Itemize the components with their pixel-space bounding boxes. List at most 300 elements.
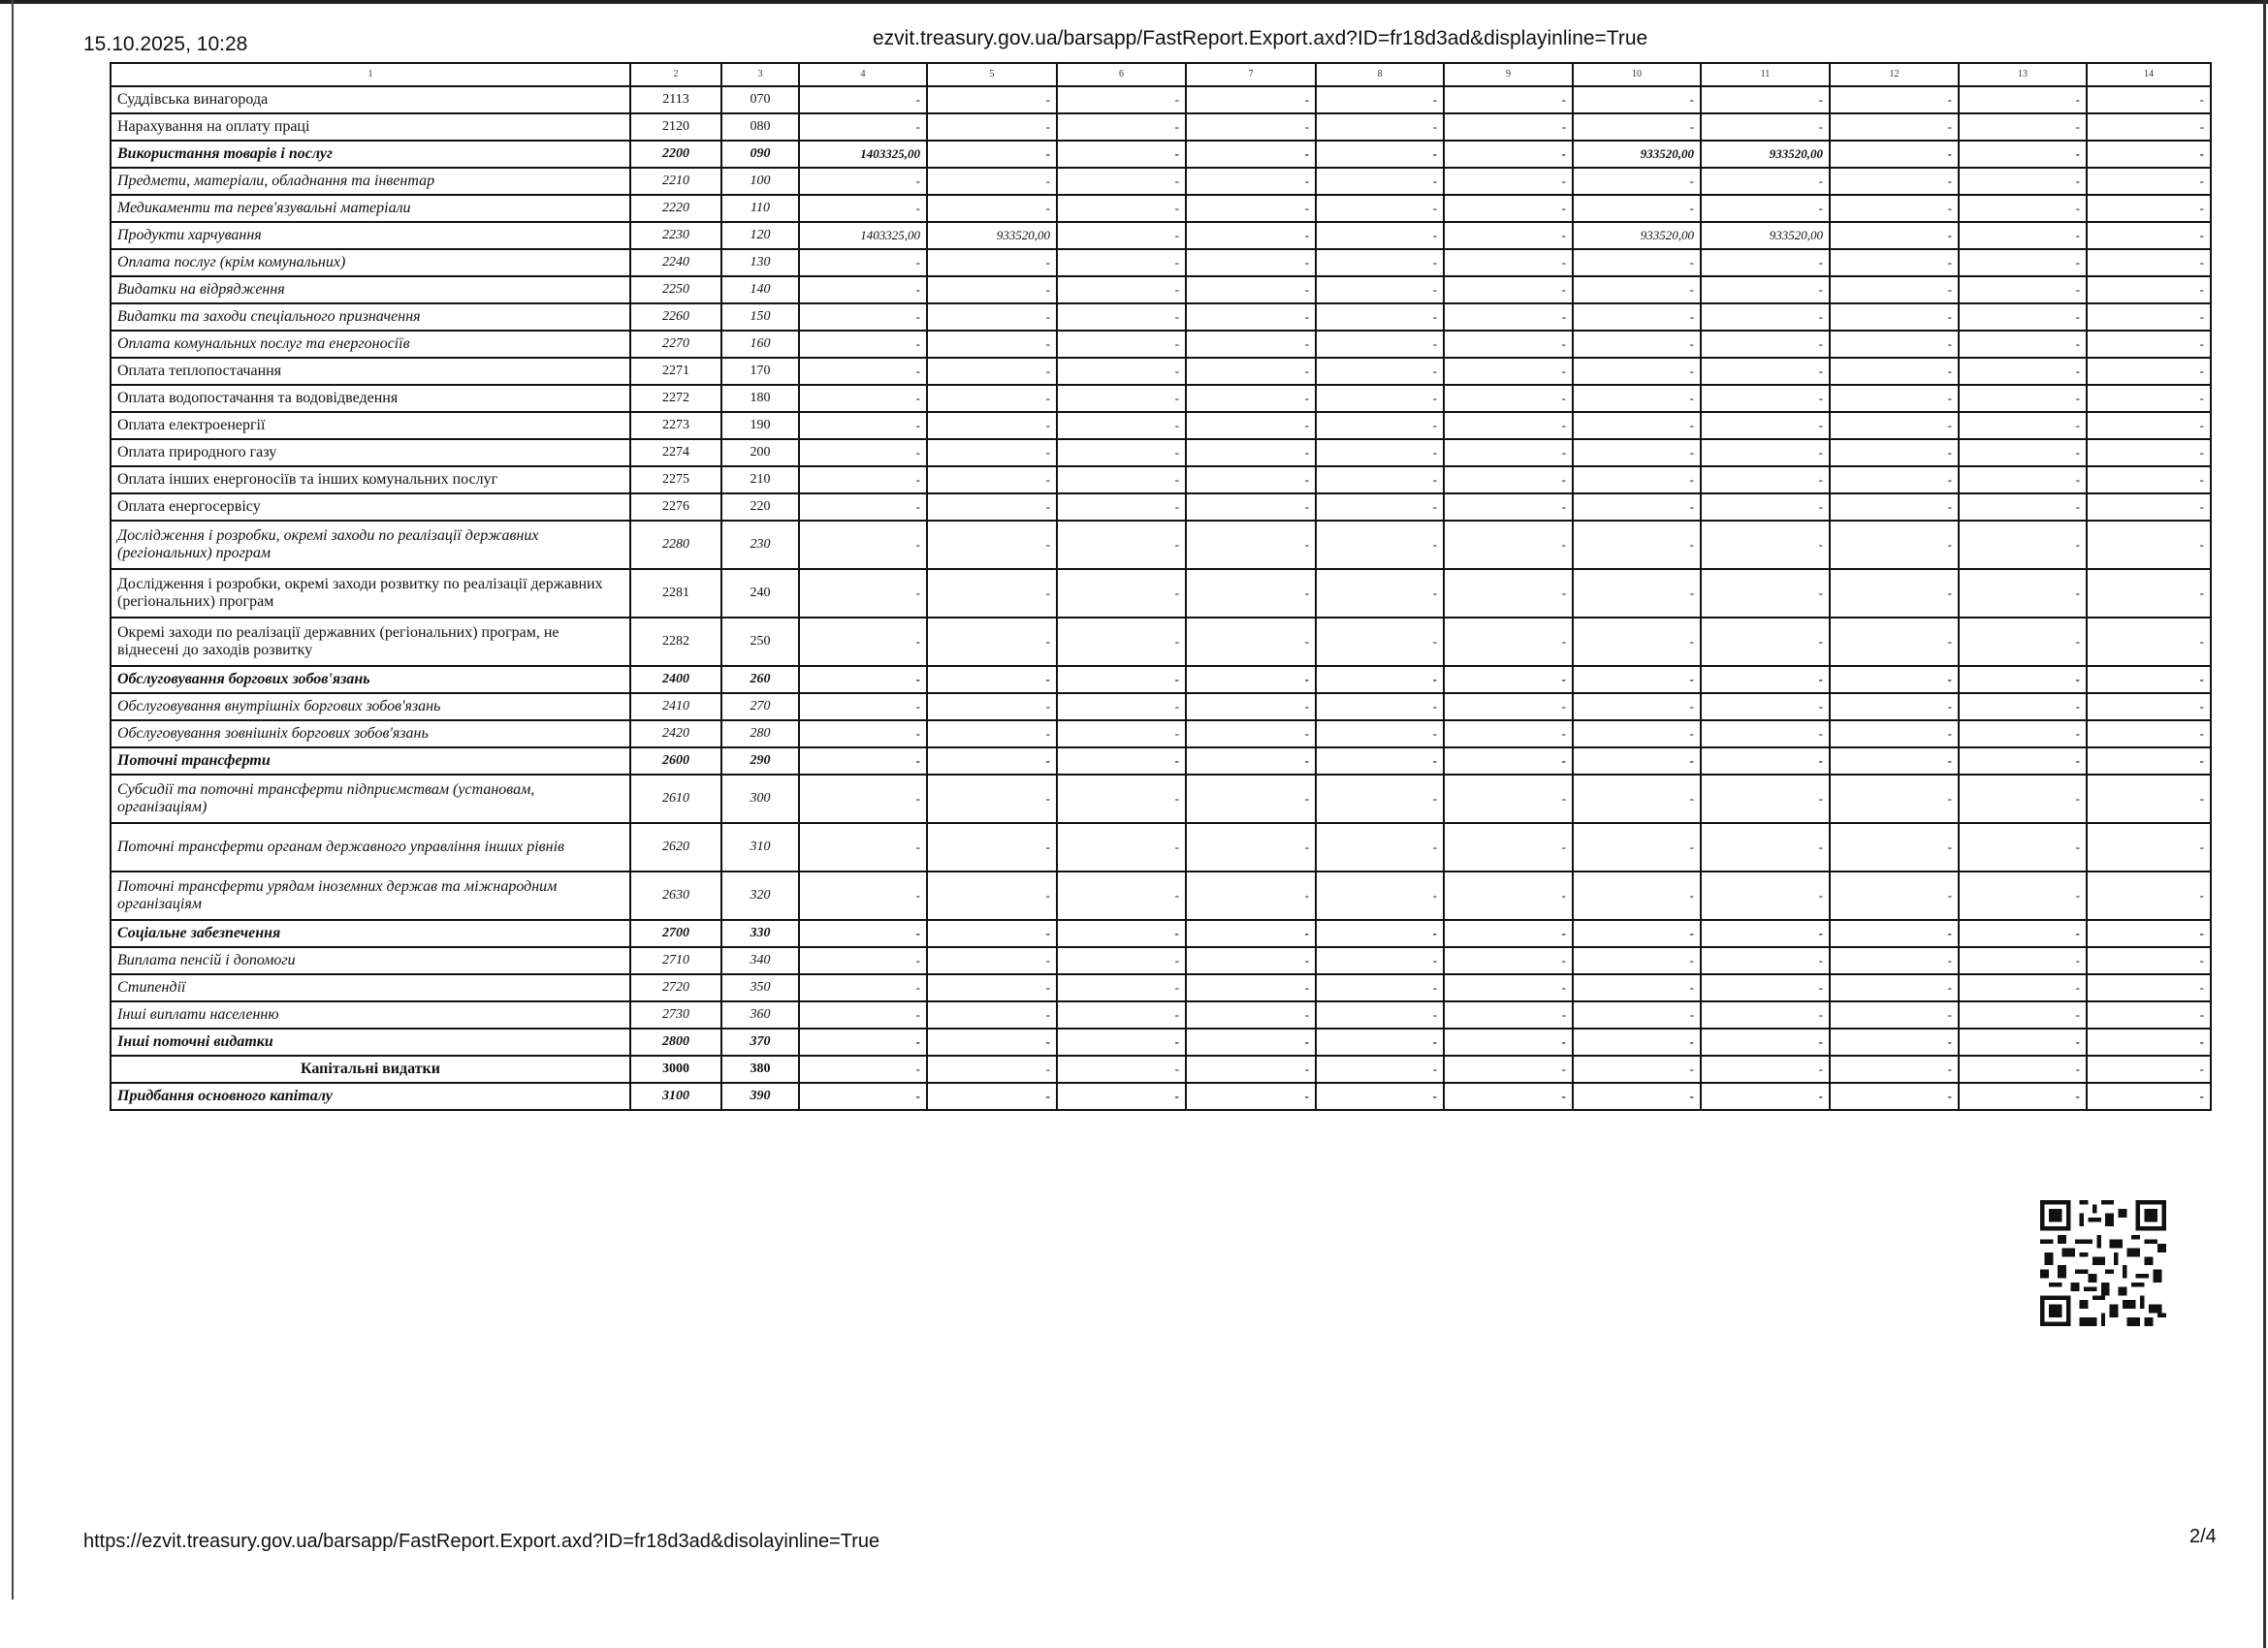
value-cell: -: [1057, 141, 1186, 168]
value-cell: -: [927, 141, 1057, 168]
value-cell: -: [1573, 86, 1701, 113]
value-cell: -: [2087, 720, 2211, 747]
kekv-code-cell: 2410: [630, 693, 721, 720]
value-cell: -: [1701, 974, 1830, 1001]
value-cell: -: [1573, 1056, 1701, 1083]
value-cell: -: [1573, 331, 1701, 358]
row-name-cell: Оплата інших енергоносіїв та інших комунальних послуг: [111, 466, 630, 493]
value-cell: -: [1573, 412, 1701, 439]
table-row: [111, 439, 2211, 466]
row-name-cell: Інші поточні видатки: [111, 1029, 630, 1056]
value-cell: -: [1959, 249, 2087, 276]
value-cell: -: [1057, 276, 1186, 303]
value-cell: -: [2087, 303, 2211, 331]
value-cell: -: [1057, 823, 1186, 872]
value-cell: -: [1701, 249, 1830, 276]
value-cell: -: [1316, 1001, 1444, 1029]
value-cell: -: [1186, 720, 1316, 747]
value-cell: -: [1959, 439, 2087, 466]
table-row: [111, 303, 2211, 331]
value-cell: -: [1573, 1029, 1701, 1056]
value-cell: -: [1316, 569, 1444, 618]
kekv-code-cell: 2113: [630, 86, 721, 113]
column-number-cell: 5: [927, 63, 1057, 86]
value-cell: -: [1057, 493, 1186, 521]
page-url-footer: https://ezvit.treasury.gov.ua/barsapp/FastReport.Export.axd?ID=fr18d3ad&disolayinline=True: [83, 1531, 880, 1552]
value-cell: -: [1316, 974, 1444, 1001]
value-cell: -: [799, 439, 927, 466]
value-cell: -: [1573, 618, 1701, 666]
value-cell: -: [1186, 358, 1316, 385]
value-cell: -: [1057, 974, 1186, 1001]
row-name-cell: Виплата пенсій і допомоги: [111, 947, 630, 974]
value-cell: -: [1186, 693, 1316, 720]
value-cell: -: [1316, 872, 1444, 920]
value-cell: 933520,00: [927, 222, 1057, 249]
row-name-cell: Продукти харчування: [111, 222, 630, 249]
budget-report-table: [110, 62, 2212, 1111]
value-cell: -: [1057, 521, 1186, 569]
value-cell: -: [1830, 331, 1959, 358]
value-cell: -: [1573, 276, 1701, 303]
value-cell: -: [1830, 358, 1959, 385]
line-code-cell: 130: [721, 249, 799, 276]
table-row: [111, 720, 2211, 747]
value-cell: -: [1057, 466, 1186, 493]
value-cell: -: [1316, 86, 1444, 113]
line-code-cell: 320: [721, 872, 799, 920]
value-cell: -: [1057, 168, 1186, 195]
value-cell: -: [2087, 249, 2211, 276]
value-cell: -: [927, 920, 1057, 947]
line-code-cell: 180: [721, 385, 799, 412]
value-cell: -: [927, 113, 1057, 141]
value-cell: -: [1057, 358, 1186, 385]
table-row: [111, 249, 2211, 276]
value-cell: -: [1444, 747, 1573, 775]
line-code-cell: 250: [721, 618, 799, 666]
value-cell: -: [1057, 920, 1186, 947]
value-cell: -: [1057, 720, 1186, 747]
value-cell: -: [1959, 195, 2087, 222]
value-cell: 1403325,00: [799, 222, 927, 249]
value-cell: -: [799, 1083, 927, 1110]
row-name-cell: Соціальне забезпечення: [111, 920, 630, 947]
row-name-cell: Оплата електроенергії: [111, 412, 630, 439]
value-cell: -: [799, 385, 927, 412]
value-cell: -: [1830, 666, 1959, 693]
value-cell: -: [1186, 113, 1316, 141]
scan-edge-left: [12, 0, 14, 1600]
value-cell: -: [1057, 666, 1186, 693]
value-cell: -: [927, 331, 1057, 358]
value-cell: -: [2087, 618, 2211, 666]
value-cell: -: [1573, 720, 1701, 747]
value-cell: -: [1186, 141, 1316, 168]
value-cell: -: [1573, 947, 1701, 974]
value-cell: -: [1959, 385, 2087, 412]
value-cell: -: [1701, 920, 1830, 947]
value-cell: -: [927, 1029, 1057, 1056]
value-cell: -: [1186, 466, 1316, 493]
row-name-cell: Субсидії та поточні трансферти підприємствам (установам, організаціям): [111, 775, 630, 823]
row-name-cell: Оплата природного газу: [111, 439, 630, 466]
value-cell: -: [1959, 569, 2087, 618]
value-cell: -: [1830, 720, 1959, 747]
value-cell: -: [1186, 872, 1316, 920]
value-cell: -: [1186, 276, 1316, 303]
value-cell: -: [1959, 1001, 2087, 1029]
value-cell: -: [1316, 141, 1444, 168]
value-cell: -: [1830, 249, 1959, 276]
value-cell: -: [799, 412, 927, 439]
value-cell: -: [1701, 1083, 1830, 1110]
value-cell: -: [1830, 693, 1959, 720]
kekv-code-cell: 2281: [630, 569, 721, 618]
value-cell: -: [1701, 775, 1830, 823]
kekv-code-cell: 2274: [630, 439, 721, 466]
value-cell: -: [1444, 569, 1573, 618]
value-cell: -: [1830, 195, 1959, 222]
value-cell: -: [1830, 412, 1959, 439]
table-row: [111, 222, 2211, 249]
table-row: [111, 195, 2211, 222]
page-url-header: ezvit.treasury.gov.ua/barsapp/FastReport.Export.axd?ID=fr18d3ad&displayinline=True: [873, 27, 1648, 49]
value-cell: -: [1186, 521, 1316, 569]
value-cell: -: [927, 666, 1057, 693]
table-row: [111, 358, 2211, 385]
line-code-cell: 170: [721, 358, 799, 385]
table-row: [111, 747, 2211, 775]
kekv-code-cell: 2710: [630, 947, 721, 974]
value-cell: -: [1959, 331, 2087, 358]
value-cell: -: [1186, 86, 1316, 113]
value-cell: -: [927, 720, 1057, 747]
value-cell: -: [2087, 222, 2211, 249]
value-cell: -: [1959, 618, 2087, 666]
value-cell: -: [799, 303, 927, 331]
value-cell: -: [1444, 249, 1573, 276]
column-number-cell: 6: [1057, 63, 1186, 86]
kekv-code-cell: 2276: [630, 493, 721, 521]
column-number-cell: 11: [1701, 63, 1830, 86]
row-name-cell: Капітальні видатки: [111, 1056, 630, 1083]
value-cell: -: [2087, 1001, 2211, 1029]
line-code-cell: 330: [721, 920, 799, 947]
value-cell: -: [2087, 872, 2211, 920]
value-cell: -: [1186, 618, 1316, 666]
value-cell: -: [1573, 466, 1701, 493]
value-cell: -: [1830, 86, 1959, 113]
value-cell: -: [1186, 168, 1316, 195]
value-cell: -: [1701, 276, 1830, 303]
line-code-cell: 370: [721, 1029, 799, 1056]
value-cell: -: [1959, 141, 2087, 168]
value-cell: -: [1573, 693, 1701, 720]
value-cell: -: [1573, 666, 1701, 693]
value-cell: -: [1959, 872, 2087, 920]
value-cell: -: [1057, 947, 1186, 974]
value-cell: -: [1057, 618, 1186, 666]
value-cell: -: [1573, 358, 1701, 385]
value-cell: -: [1573, 385, 1701, 412]
value-cell: -: [927, 747, 1057, 775]
line-code-cell: 270: [721, 693, 799, 720]
row-name-cell: Стипендії: [111, 974, 630, 1001]
kekv-code-cell: 2273: [630, 412, 721, 439]
table-row: [111, 86, 2211, 113]
value-cell: -: [1316, 222, 1444, 249]
table-row: [111, 276, 2211, 303]
value-cell: -: [1444, 775, 1573, 823]
line-code-cell: 310: [721, 823, 799, 872]
value-cell: -: [927, 1083, 1057, 1110]
row-name-cell: Видатки та заходи спеціального призначення: [111, 303, 630, 331]
value-cell: -: [2087, 493, 2211, 521]
row-name-cell: Видатки на відрядження: [111, 276, 630, 303]
value-cell: -: [1573, 569, 1701, 618]
value-cell: -: [1186, 222, 1316, 249]
value-cell: -: [1573, 1083, 1701, 1110]
value-cell: -: [2087, 168, 2211, 195]
value-cell: -: [927, 412, 1057, 439]
value-cell: -: [1316, 412, 1444, 439]
value-cell: -: [1959, 113, 2087, 141]
value-cell: -: [1444, 141, 1573, 168]
value-cell: -: [927, 493, 1057, 521]
table-row: [111, 974, 2211, 1001]
kekv-code-cell: 2275: [630, 466, 721, 493]
line-code-cell: 110: [721, 195, 799, 222]
value-cell: -: [1057, 1001, 1186, 1029]
value-cell: -: [2087, 412, 2211, 439]
kekv-code-cell: 2220: [630, 195, 721, 222]
value-cell: -: [799, 693, 927, 720]
value-cell: -: [1959, 947, 2087, 974]
table-row: [111, 666, 2211, 693]
kekv-code-cell: 2800: [630, 1029, 721, 1056]
value-cell: -: [1959, 775, 2087, 823]
value-cell: 933520,00: [1701, 222, 1830, 249]
value-cell: -: [1186, 1001, 1316, 1029]
value-cell: -: [1444, 618, 1573, 666]
value-cell: -: [1186, 666, 1316, 693]
value-cell: -: [1316, 276, 1444, 303]
row-name-cell: Оплата послуг (крім комунальних): [111, 249, 630, 276]
value-cell: -: [799, 466, 927, 493]
kekv-code-cell: 2280: [630, 521, 721, 569]
value-cell: -: [1316, 920, 1444, 947]
row-name-cell: Оплата теплопостачання: [111, 358, 630, 385]
value-cell: -: [1701, 303, 1830, 331]
value-cell: -: [1316, 1083, 1444, 1110]
table-row: [111, 693, 2211, 720]
value-cell: -: [1701, 358, 1830, 385]
value-cell: -: [1573, 974, 1701, 1001]
value-cell: -: [1830, 947, 1959, 974]
row-name-cell: Поточні трансферти урядам іноземних держав та міжнародним організаціям: [111, 872, 630, 920]
value-cell: -: [1959, 168, 2087, 195]
value-cell: -: [799, 720, 927, 747]
value-cell: -: [2087, 823, 2211, 872]
value-cell: -: [1057, 113, 1186, 141]
value-cell: -: [799, 1029, 927, 1056]
value-cell: -: [1444, 947, 1573, 974]
kekv-code-cell: 2210: [630, 168, 721, 195]
row-name-cell: Поточні трансферти: [111, 747, 630, 775]
table-row: [111, 947, 2211, 974]
value-cell: -: [1573, 113, 1701, 141]
value-cell: -: [1057, 693, 1186, 720]
value-cell: -: [1830, 439, 1959, 466]
value-cell: -: [1316, 195, 1444, 222]
value-cell: -: [2087, 947, 2211, 974]
value-cell: -: [1444, 195, 1573, 222]
line-code-cell: 390: [721, 1083, 799, 1110]
value-cell: -: [1186, 493, 1316, 521]
value-cell: 933520,00: [1573, 222, 1701, 249]
value-cell: -: [1316, 618, 1444, 666]
value-cell: -: [1057, 1083, 1186, 1110]
value-cell: -: [799, 618, 927, 666]
value-cell: -: [2087, 666, 2211, 693]
value-cell: -: [1186, 439, 1316, 466]
value-cell: -: [2087, 439, 2211, 466]
value-cell: -: [799, 947, 927, 974]
value-cell: -: [799, 920, 927, 947]
value-cell: -: [2087, 775, 2211, 823]
value-cell: -: [927, 195, 1057, 222]
kekv-code-cell: 2630: [630, 872, 721, 920]
value-cell: -: [1316, 947, 1444, 974]
value-cell: -: [799, 493, 927, 521]
value-cell: -: [1701, 412, 1830, 439]
value-cell: -: [1830, 521, 1959, 569]
value-cell: -: [1830, 974, 1959, 1001]
value-cell: -: [1830, 823, 1959, 872]
value-cell: -: [1830, 168, 1959, 195]
value-cell: 1403325,00: [799, 141, 927, 168]
table-row: [111, 113, 2211, 141]
value-cell: -: [1316, 521, 1444, 569]
value-cell: -: [1830, 569, 1959, 618]
value-cell: -: [1186, 974, 1316, 1001]
row-name-cell: Придбання основного капіталу: [111, 1083, 630, 1110]
value-cell: -: [1830, 1056, 1959, 1083]
value-cell: -: [927, 872, 1057, 920]
column-number-cell: 1: [111, 63, 630, 86]
column-number-cell: 12: [1830, 63, 1959, 86]
value-cell: -: [1057, 222, 1186, 249]
line-code-cell: 080: [721, 113, 799, 141]
line-code-cell: 260: [721, 666, 799, 693]
row-name-cell: Обслуговування внутрішніх боргових зобов'язань: [111, 693, 630, 720]
line-code-cell: 240: [721, 569, 799, 618]
column-number-cell: 13: [1959, 63, 2087, 86]
value-cell: -: [1186, 1029, 1316, 1056]
value-cell: -: [1573, 521, 1701, 569]
value-cell: -: [1444, 331, 1573, 358]
value-cell: -: [1701, 747, 1830, 775]
value-cell: -: [1444, 521, 1573, 569]
value-cell: -: [1444, 872, 1573, 920]
value-cell: -: [1057, 569, 1186, 618]
line-code-cell: 090: [721, 141, 799, 168]
value-cell: -: [1573, 195, 1701, 222]
line-code-cell: 120: [721, 222, 799, 249]
table-row: [111, 141, 2211, 168]
value-cell: -: [1186, 1083, 1316, 1110]
value-cell: -: [1959, 974, 2087, 1001]
value-cell: -: [1186, 823, 1316, 872]
value-cell: -: [1573, 920, 1701, 947]
value-cell: -: [1573, 1001, 1701, 1029]
kekv-code-cell: 2120: [630, 113, 721, 141]
kekv-code-cell: 2260: [630, 303, 721, 331]
value-cell: 933520,00: [1573, 141, 1701, 168]
value-cell: -: [927, 1001, 1057, 1029]
value-cell: 933520,00: [1701, 141, 1830, 168]
kekv-code-cell: 2730: [630, 1001, 721, 1029]
value-cell: -: [1959, 493, 2087, 521]
value-cell: -: [927, 569, 1057, 618]
value-cell: -: [927, 1056, 1057, 1083]
value-cell: -: [1701, 493, 1830, 521]
value-cell: -: [1573, 493, 1701, 521]
value-cell: -: [2087, 693, 2211, 720]
table-row: [111, 331, 2211, 358]
row-name-cell: Нарахування на оплату праці: [111, 113, 630, 141]
value-cell: -: [799, 1001, 927, 1029]
value-cell: -: [1573, 775, 1701, 823]
table-row: [111, 920, 2211, 947]
row-name-cell: Поточні трансферти органам державного управління інших рівнів: [111, 823, 630, 872]
value-cell: -: [1830, 747, 1959, 775]
value-cell: -: [1316, 358, 1444, 385]
table-row: [111, 1083, 2211, 1110]
line-code-cell: 350: [721, 974, 799, 1001]
value-cell: -: [927, 303, 1057, 331]
value-cell: -: [1830, 466, 1959, 493]
value-cell: -: [1316, 775, 1444, 823]
column-number-cell: 4: [799, 63, 927, 86]
column-number-cell: 14: [2087, 63, 2211, 86]
column-number-cell: 2: [630, 63, 721, 86]
value-cell: -: [1830, 872, 1959, 920]
value-cell: -: [1701, 1056, 1830, 1083]
value-cell: -: [1316, 249, 1444, 276]
line-code-cell: 380: [721, 1056, 799, 1083]
table-row: [111, 412, 2211, 439]
value-cell: -: [1316, 303, 1444, 331]
value-cell: -: [1830, 276, 1959, 303]
value-cell: -: [799, 358, 927, 385]
value-cell: -: [1573, 439, 1701, 466]
value-cell: -: [1573, 168, 1701, 195]
column-number-cell: 9: [1444, 63, 1573, 86]
value-cell: -: [1057, 86, 1186, 113]
row-name-cell: Оплата водопостачання та водовідведення: [111, 385, 630, 412]
value-cell: -: [1959, 720, 2087, 747]
value-cell: -: [2087, 276, 2211, 303]
kekv-code-cell: 2270: [630, 331, 721, 358]
row-name-cell: Дослідження і розробки, окремі заходи розвитку по реалізації державних (регіональних) програм: [111, 569, 630, 618]
value-cell: -: [1959, 823, 2087, 872]
value-cell: -: [1316, 823, 1444, 872]
value-cell: -: [1444, 222, 1573, 249]
kekv-code-cell: 3100: [630, 1083, 721, 1110]
value-cell: -: [799, 113, 927, 141]
